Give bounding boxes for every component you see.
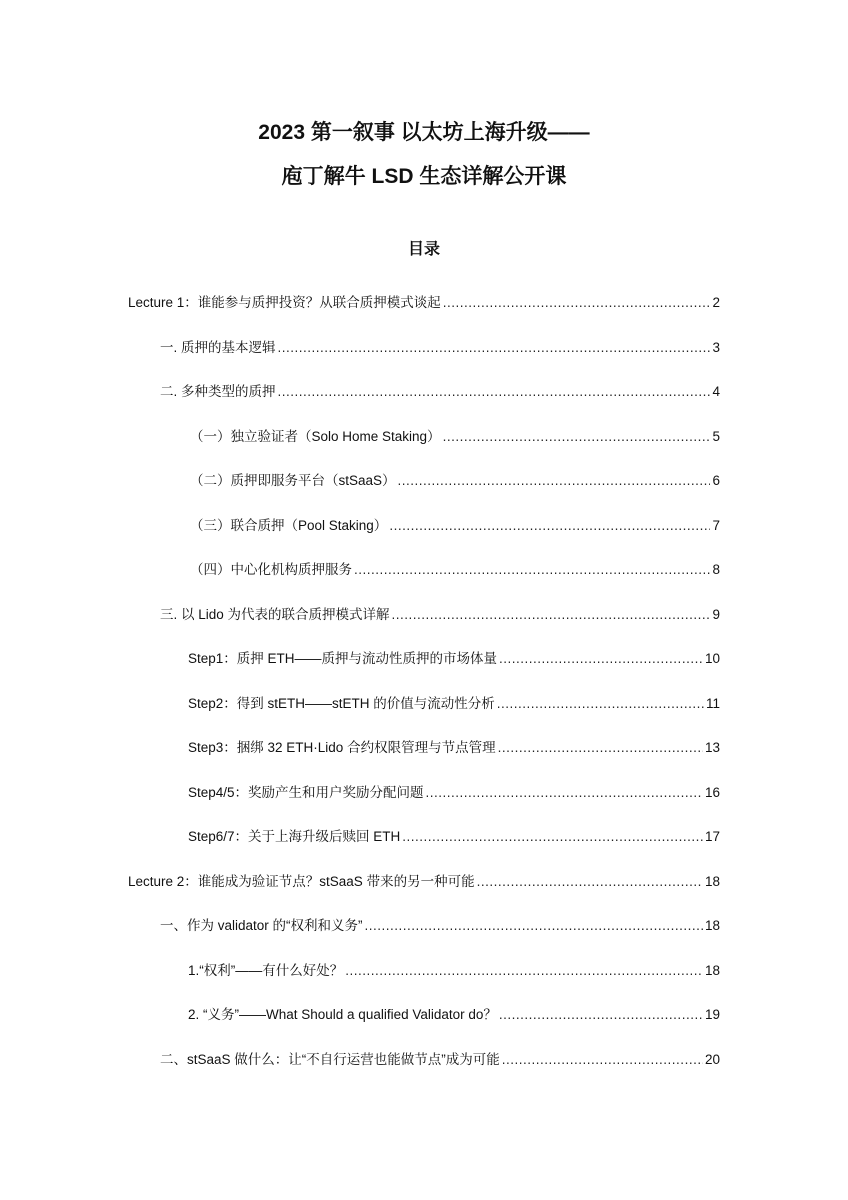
toc-entry-label: 三. 以 Lido 为代表的联合质押模式详解 bbox=[160, 606, 390, 622]
toc-entry[interactable] bbox=[160, 338, 720, 358]
toc-entry[interactable] bbox=[188, 738, 720, 758]
toc-entry-page: 7 bbox=[712, 517, 720, 533]
document-title-line1: 2023 第一叙事 以太坊上海升级—— bbox=[258, 121, 590, 144]
toc-entry-page: 4 bbox=[712, 384, 720, 399]
toc-entry[interactable] bbox=[190, 427, 720, 447]
toc-entry[interactable] bbox=[160, 916, 720, 936]
toc-entry-page: 2 bbox=[712, 295, 720, 310]
dot-leader bbox=[499, 1005, 703, 1025]
toc-entry-label: Step4/5：奖励产生和用户奖励分配问题 bbox=[188, 784, 424, 800]
toc-entry-label: Step6/7：关于上海升级后赎回 ETH bbox=[188, 829, 401, 844]
toc-entry-page: 11 bbox=[705, 695, 720, 711]
toc-entry-label: 1.“权利”——有什么好处？ bbox=[188, 962, 344, 978]
toc-entry-label: Step1：质押 ETH——质押与流动性质押的市场体量 bbox=[188, 651, 498, 666]
dot-leader bbox=[477, 872, 703, 892]
toc-entry[interactable] bbox=[188, 827, 720, 847]
toc-entry[interactable] bbox=[190, 516, 720, 536]
toc-entry[interactable] bbox=[190, 560, 720, 580]
toc-entry-label: 一、作为 validator 的“权利和义务” bbox=[160, 918, 363, 933]
toc-entry-page: 13 bbox=[704, 740, 720, 755]
toc-entry[interactable] bbox=[128, 293, 720, 313]
toc-entry[interactable] bbox=[188, 783, 720, 803]
toc-entry[interactable] bbox=[160, 1050, 720, 1070]
dot-leader bbox=[392, 605, 711, 625]
dot-leader bbox=[402, 827, 703, 847]
toc-entry-label: Lecture 1：谁能参与质押投资？从联合质押模式谈起 bbox=[128, 295, 441, 310]
toc-entry-label: （一）独立验证者（Solo Home Staking） bbox=[190, 428, 441, 444]
toc-entry-page: 19 bbox=[704, 1007, 720, 1022]
toc-entry-page: 5 bbox=[712, 428, 720, 444]
toc-entry-page: 6 bbox=[712, 473, 720, 488]
toc-entry-page: 9 bbox=[712, 606, 720, 622]
toc-entry-label: Step2：得到 stETH——stETH 的价值与流动性分析 bbox=[188, 695, 495, 711]
toc-entry[interactable] bbox=[160, 382, 720, 402]
dot-leader bbox=[497, 694, 704, 714]
toc-entry[interactable] bbox=[188, 961, 720, 981]
toc-entry-page: 3 bbox=[712, 339, 720, 355]
toc-heading: 目录 bbox=[407, 241, 440, 258]
toc-entry-label: 一. 质押的基本逻辑 bbox=[160, 339, 276, 355]
dot-leader bbox=[278, 382, 711, 402]
toc-entry-label: （三）联合质押（Pool Staking） bbox=[190, 517, 388, 533]
toc-entry-page: 16 bbox=[704, 784, 720, 800]
toc-entry[interactable] bbox=[190, 471, 720, 491]
dot-leader bbox=[345, 961, 703, 981]
dot-leader bbox=[426, 783, 703, 803]
dot-leader bbox=[498, 738, 703, 758]
toc-entry-page: 17 bbox=[704, 829, 720, 844]
dot-leader bbox=[443, 293, 711, 313]
toc-entry[interactable] bbox=[188, 649, 720, 669]
dot-leader bbox=[499, 649, 703, 669]
dot-leader bbox=[278, 338, 711, 358]
toc-entry-page: 10 bbox=[704, 651, 720, 666]
toc-entry-label: 二、stSaaS 做什么：让“不自行运营也能做节点”成为可能 bbox=[160, 1051, 500, 1067]
document-title-line2: 庖丁解牛 LSD 生态详解公开课 bbox=[281, 165, 567, 188]
toc-entry[interactable] bbox=[128, 872, 720, 892]
toc-entry-page: 18 bbox=[704, 962, 720, 978]
toc-entry-label: Lecture 2：谁能成为验证节点？stSaaS 带来的另一种可能 bbox=[128, 873, 475, 889]
toc-entry[interactable] bbox=[160, 605, 720, 625]
dot-leader bbox=[389, 516, 710, 536]
toc-entry-label: 二. 多种类型的质押 bbox=[160, 384, 276, 399]
toc-entry-page: 20 bbox=[704, 1051, 720, 1067]
toc-entry-page: 18 bbox=[704, 918, 720, 933]
toc-entry-label: Step3：捆绑 32 ETH·Lido 合约权限管理与节点管理 bbox=[188, 740, 496, 755]
toc-entry[interactable] bbox=[188, 694, 720, 714]
dot-leader bbox=[354, 560, 710, 580]
dot-leader bbox=[365, 916, 703, 936]
toc-entry-label: （四）中心化机构质押服务 bbox=[190, 562, 352, 577]
toc-entry-label: 2. “义务”——What Should a qualified Validator do？ bbox=[188, 1007, 497, 1022]
toc-entry-label: （二）质押即服务平台（stSaaS） bbox=[190, 473, 396, 488]
toc-entry[interactable] bbox=[188, 1005, 720, 1025]
toc-entry-page: 18 bbox=[704, 873, 720, 889]
dot-leader bbox=[443, 427, 711, 447]
dot-leader bbox=[398, 471, 711, 491]
toc-entry-page: 8 bbox=[712, 562, 720, 577]
dot-leader bbox=[502, 1050, 703, 1070]
